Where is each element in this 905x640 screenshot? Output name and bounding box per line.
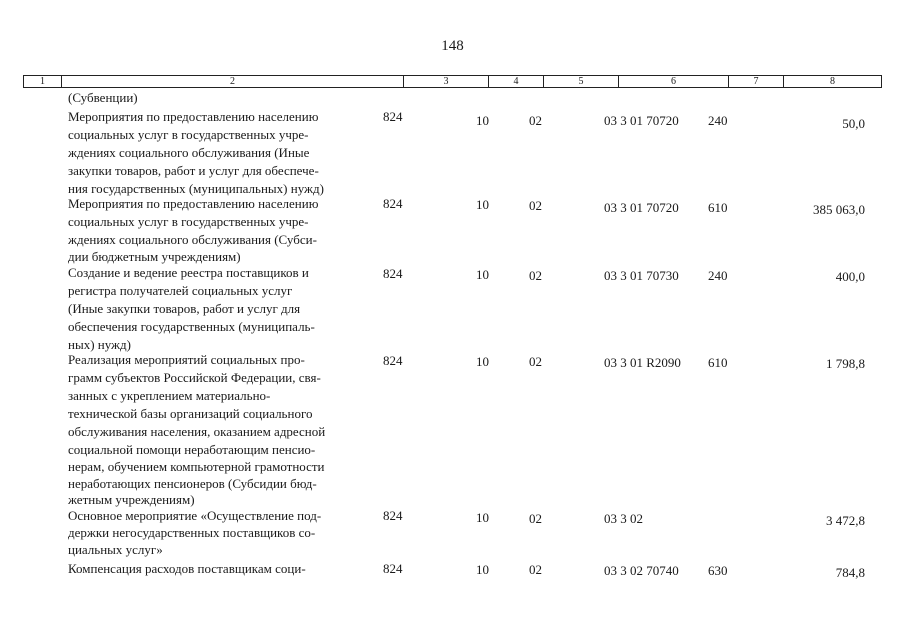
column-header-7: 7 <box>729 76 784 87</box>
ministry-code: 824 <box>383 353 403 368</box>
ministry-code: 824 <box>383 196 403 211</box>
target-article-code: 03 3 01 R2090 <box>604 355 681 370</box>
row-description-line: Мероприятия по предоставлению населению <box>68 196 319 211</box>
section-code: 10 <box>476 267 489 282</box>
target-article-code: 03 3 01 70720 <box>604 113 679 128</box>
row-description-line: дии бюджетным учреждениям) <box>68 249 241 264</box>
row-description-line: неработающих пенсионеров (Субсидии бюд- <box>68 476 317 491</box>
expense-type-code: 630 <box>708 563 728 578</box>
section-code: 10 <box>476 197 489 212</box>
row-description-line: регистра получателей социальных услуг <box>68 283 293 298</box>
row-description-line: грамм субъектов Российской Федерации, свя- <box>68 370 321 385</box>
amount-value: 1 798,8 <box>826 356 865 371</box>
expense-type-code: 610 <box>708 355 728 370</box>
row-description-line: Создание и ведение реестра поставщиков и <box>68 265 309 280</box>
amount-value: 3 472,8 <box>826 513 865 528</box>
section-code: 10 <box>476 510 489 525</box>
expense-type-code: 610 <box>708 200 728 215</box>
subsection-code: 02 <box>529 198 542 213</box>
page-number: 148 <box>441 38 464 54</box>
row-description-line: циальных услуг» <box>68 542 163 557</box>
amount-value: 385 063,0 <box>813 202 865 217</box>
ministry-code: 824 <box>383 561 403 576</box>
column-header-2: 2 <box>62 76 404 87</box>
row-description-line: держки негосударственных поставщиков со- <box>68 525 316 540</box>
expense-type-code: 240 <box>708 113 728 128</box>
amount-value: 50,0 <box>842 116 865 131</box>
target-article-code: 03 3 01 70730 <box>604 268 679 283</box>
column-header-3: 3 <box>404 76 489 87</box>
row-description-line: ждениях социального обслуживания (Иные <box>68 145 310 160</box>
subsection-code: 02 <box>529 113 542 128</box>
column-header-4: 4 <box>489 76 544 87</box>
ministry-code: 824 <box>383 109 403 124</box>
column-header-8: 8 <box>830 76 835 87</box>
row-description-line: Реализация мероприятий социальных про- <box>68 352 305 367</box>
row-description-line: технической базы организаций социального <box>68 406 313 421</box>
continuation-text: (Субвенции) <box>68 90 138 105</box>
subsection-code: 02 <box>529 354 542 369</box>
target-article-code: 03 3 02 70740 <box>604 563 679 578</box>
row-description-line: Основное мероприятие «Осуществление под- <box>68 508 322 523</box>
amount-value: 400,0 <box>835 269 865 284</box>
target-article-code: 03 3 02 <box>604 511 643 526</box>
amount-value: 784,8 <box>835 565 865 580</box>
row-description-line: обслуживания населения, оказанием адресной <box>68 424 326 439</box>
row-description-line: ния государственных (муниципальных) нужд) <box>68 181 324 196</box>
row-description-line: обеспечения государственных (муниципаль- <box>68 319 315 334</box>
row-description-line: социальных услуг в государственных учре- <box>68 214 309 229</box>
target-article-code: 03 3 01 70720 <box>604 200 679 215</box>
subsection-code: 02 <box>529 268 542 283</box>
row-description-line: занных с укреплением материально- <box>68 388 271 403</box>
row-description-line: Мероприятия по предоставлению населению <box>68 109 319 124</box>
expense-type-code: 240 <box>708 268 728 283</box>
ministry-code: 824 <box>383 508 403 523</box>
section-code: 10 <box>476 113 489 128</box>
subsection-code: 02 <box>529 562 542 577</box>
subsection-code: 02 <box>529 511 542 526</box>
section-code: 10 <box>476 562 489 577</box>
column-header-1: 1 <box>24 76 62 87</box>
row-description-line: нерам, обучением компьютерной грамотности <box>68 459 325 474</box>
column-header-6: 6 <box>619 76 729 87</box>
row-description-line: (Иные закупки товаров, работ и услуг для <box>68 301 301 316</box>
section-code: 10 <box>476 354 489 369</box>
column-header-5: 5 <box>544 76 619 87</box>
table-header-row <box>23 75 882 88</box>
row-description-line: Компенсация расходов поставщикам соци- <box>68 561 306 576</box>
row-description-line: социальных услуг в государственных учре- <box>68 127 309 142</box>
row-description-line: жетным учреждениям) <box>68 492 195 507</box>
row-description-line: ных) нужд) <box>68 337 131 352</box>
row-description-line: ждениях социального обслуживания (Субси- <box>68 232 317 247</box>
ministry-code: 824 <box>383 266 403 281</box>
row-description-line: социальной помощи неработающим пенсио- <box>68 442 316 457</box>
row-description-line: закупки товаров, работ и услуг для обеспече- <box>68 163 319 178</box>
